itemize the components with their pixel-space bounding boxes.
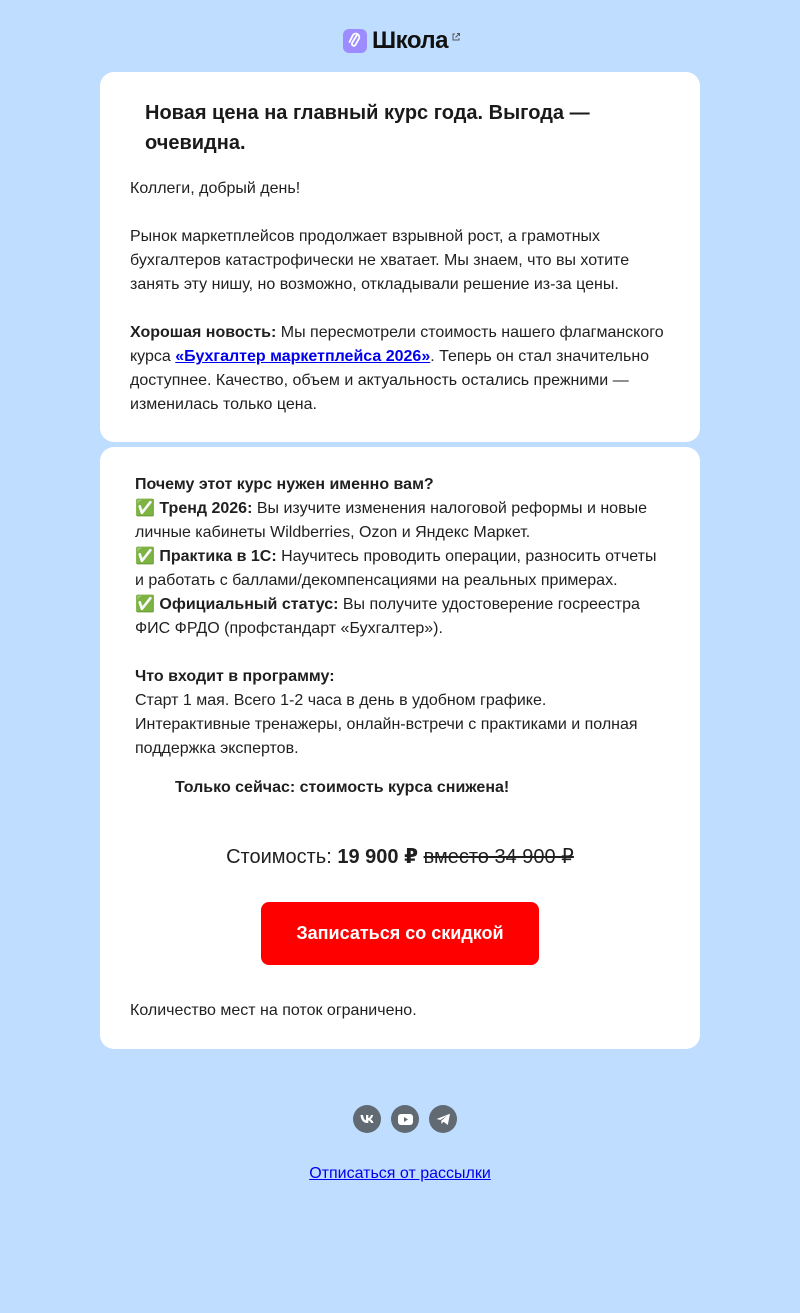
benefits-block [135,473,665,641]
program-text: Старт 1 мая. Всего 1-2 часа в день в удобном графике. Интерактивные тренажеры, онлайн-встречи с практиками и полная поддержка экспертов. [135,692,638,757]
why-title: Почему этот курс нужен именно вам? [135,476,434,493]
good-news-before: Мы пересмотрели стоимость нашего флагманского курса [130,324,664,365]
intro-text: Рынок маркетплейсов продолжает взрывной рост, а грамотных бухгалтеров катастрофически не хватает. Мы знаем, что вы хотите занять эту нишу, но возможно, откладывали решение из-за цены. [130,228,630,293]
price-label: Стоимость: [226,846,338,868]
benefit-label: Официальный статус: [159,596,339,613]
benefit-label: Тренд 2026: [159,500,253,517]
vk-icon[interactable] [353,1105,381,1133]
course-link[interactable]: «Бухгалтер маркетплейса 2026» [175,348,431,365]
program-title: Что входит в программу: [135,668,335,685]
good-news-after: . Теперь он стал значительно доступнее. Качество, объем и актуальность остались прежними — изменилась только цена. [130,348,650,413]
price-new: 19 900 ₽ [337,846,418,868]
discount-note: Только сейчас: стоимость курса снижена! [175,779,510,796]
price-line [100,843,700,871]
benefit-text: Вы изучите изменения налоговой реформы и новые личные кабинеты Wildberries, Ozon и Яндекс Маркет. [135,500,647,541]
benefit-check-icon: ✅ [135,548,155,565]
benefit-text: Вы получите удостоверение госреестра ФИС ФРДО (профстандарт «Бухгалтер»). [135,596,640,637]
headline: Новая цена на главный курс года. Выгода — очевидна. [145,102,590,154]
enroll-discount-button[interactable]: Записаться со скидкой [261,902,539,965]
program-block [135,665,665,761]
telegram-icon[interactable] [429,1105,457,1133]
offer-card [100,447,700,1049]
unsubscribe-link[interactable]: Отписаться от рассылки [309,1165,491,1182]
intro-card [100,72,700,442]
external-link-icon [451,26,461,50]
price-old: вместо 34 900 ₽ [423,846,574,868]
paperclip-icon [343,29,367,53]
benefit-check-icon: ✅ [135,596,155,613]
youtube-icon[interactable] [391,1105,419,1133]
brand-logo[interactable] [343,28,461,54]
brand-name: Школа [372,27,448,54]
good-news-label: Хорошая новость: [130,324,277,341]
benefit-check-icon: ✅ [135,500,155,517]
benefit-label: Практика в 1С: [159,548,277,565]
benefit-text: Научитесь проводить операции, разносить отчеты и работать с баллами/декомпенсациями на реальных примерах. [135,548,657,589]
greeting: Коллеги, добрый день! [130,180,301,197]
social-links [353,1105,457,1133]
good-news [130,321,670,417]
limited-seats-note: Количество мест на поток ограничено. [130,1002,417,1019]
